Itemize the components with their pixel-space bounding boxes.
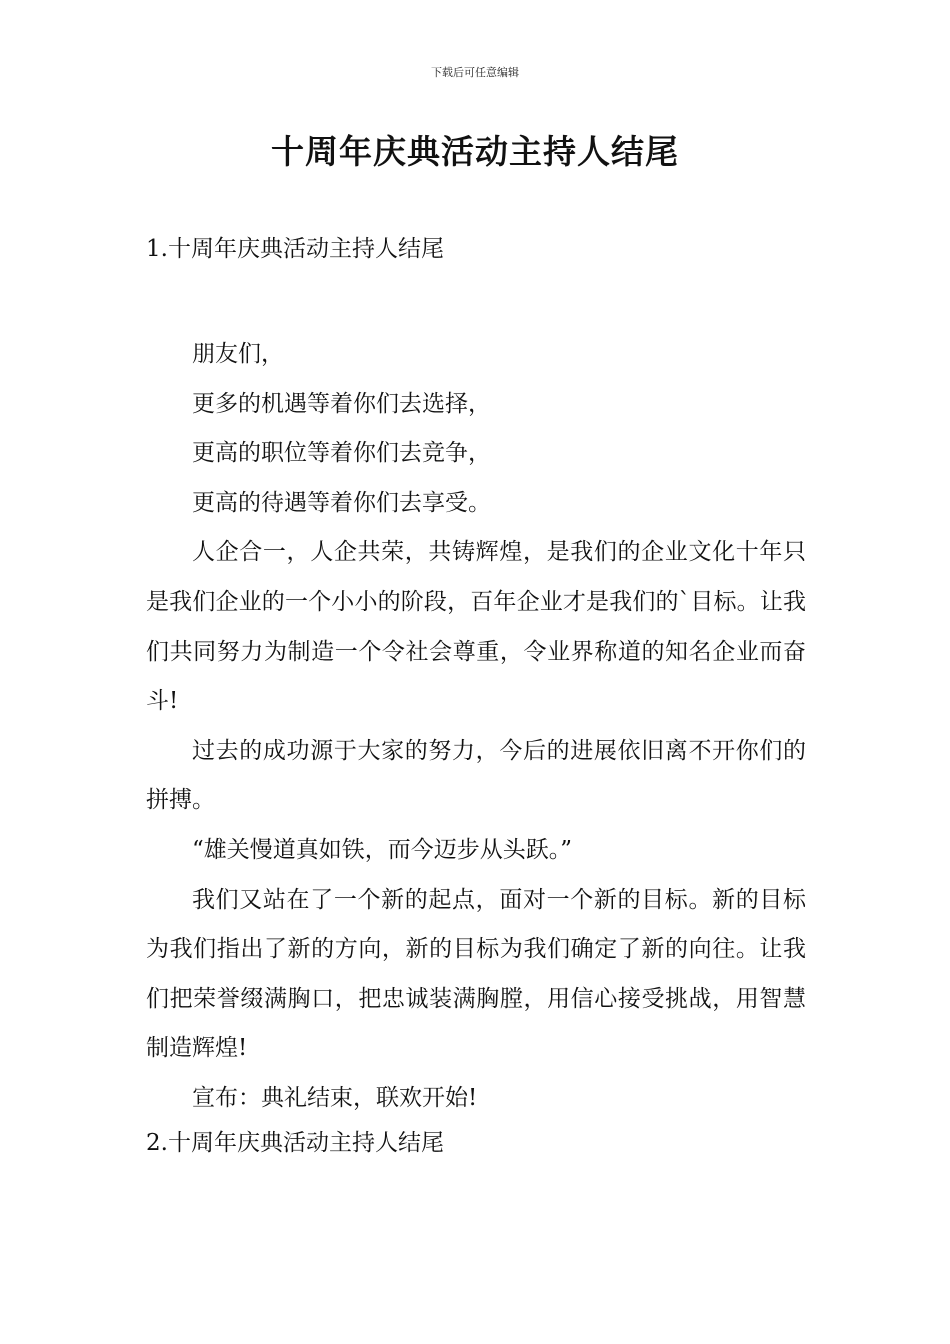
section-heading-2: 2.十周年庆典活动主持人结尾 xyxy=(146,1130,444,1156)
paragraph-success: 过去的成功源于大家的努力，今后的进展依旧离不开你们的拼搏。 xyxy=(146,737,806,814)
body-text xyxy=(146,330,806,1124)
paragraph-greeting: 朋友们， xyxy=(192,341,284,367)
paragraph-position: 更高的职位等着你们去竞争， xyxy=(192,440,491,467)
paragraph-culture: 人企合一，人企共荣，共铸辉煌，是我们的企业文化十年只是我们企业的一个小小的阶段，百年企业才是我们的`目标。让我们共同努力为制造一个令社会尊重，令业界称道的知名企业而奋斗! xyxy=(146,539,806,715)
section-heading-1: 1.十周年庆典活动主持人结尾 xyxy=(146,236,444,262)
paragraph-quote: “雄关慢道真如铁，而今迈步从头跃。” xyxy=(192,836,573,863)
paragraph-new-start: 我们又站在了一个新的起点，面对一个新的目标。新的目标为我们指出了新的方向，新的目标为我们确定了新的向往。让我们把荣誉缀满胸口，把忠诚装满胸膛，用信心接受挑战，用智慧制造辉煌! xyxy=(146,886,806,1062)
document-title: 十周年庆典活动主持人结尾 xyxy=(271,132,679,171)
paragraph-opportunity: 更多的机遇等着你们去选择， xyxy=(192,390,491,417)
paragraph-announcement: 宣布：典礼结束，联欢开始! xyxy=(192,1084,478,1111)
header-note: 下载后可任意编辑 xyxy=(431,66,519,79)
paragraph-treatment: 更高的待遇等着你们去享受。 xyxy=(192,489,491,516)
